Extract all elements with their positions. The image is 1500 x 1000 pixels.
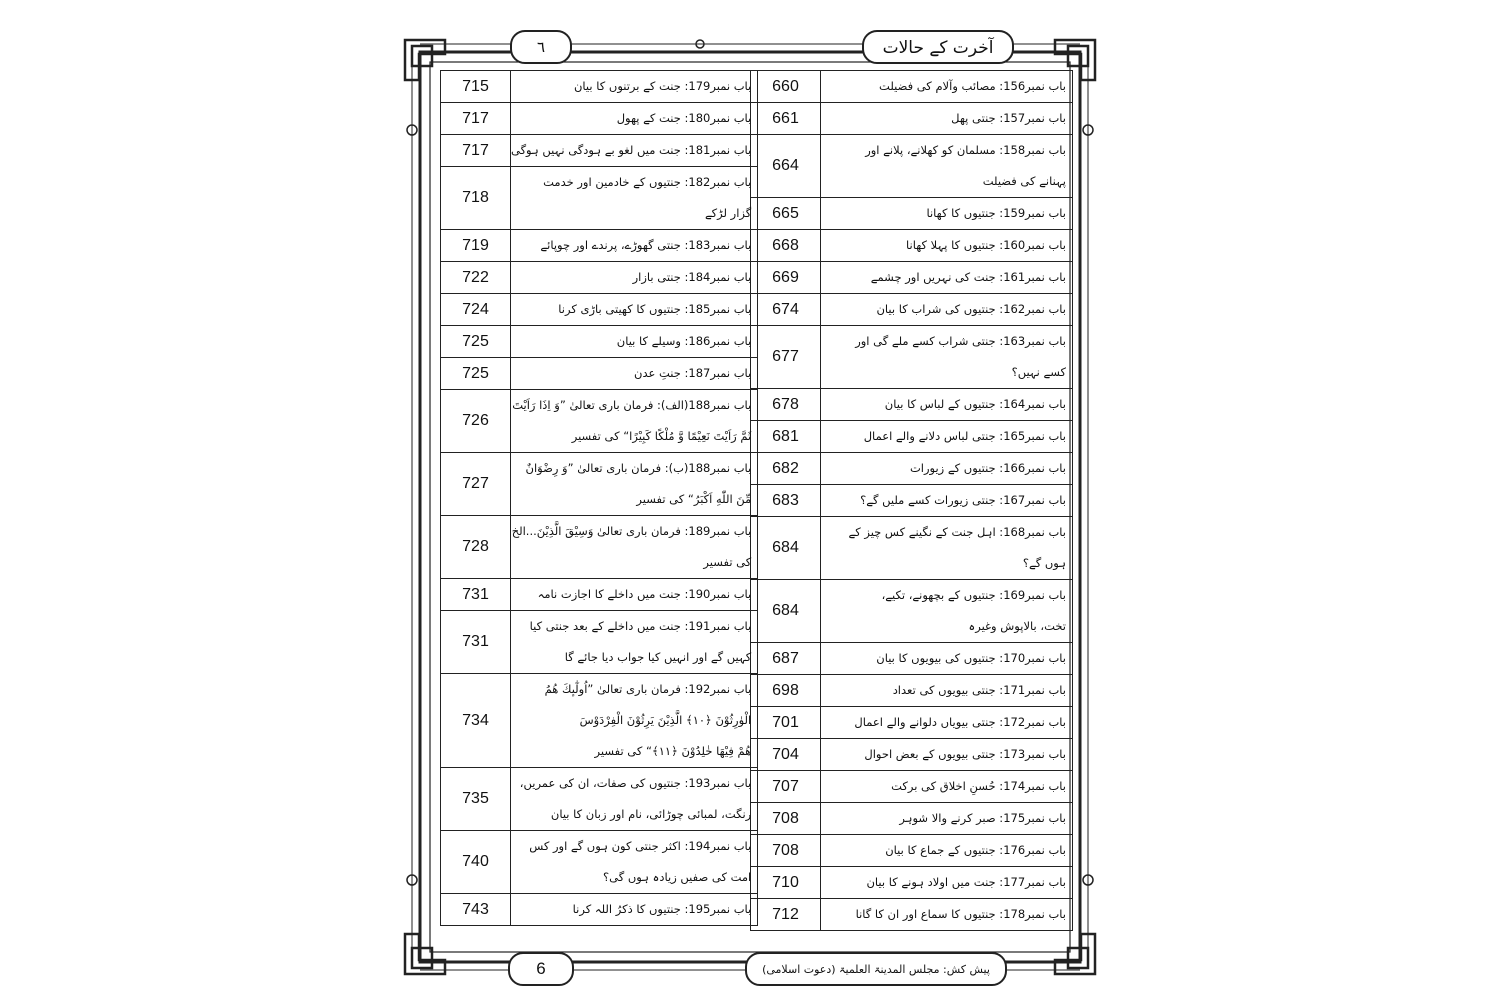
chapter-title: [821, 453, 1073, 485]
chapter-title: [821, 230, 1073, 262]
chapter-title: [821, 707, 1073, 739]
chapter-title: [511, 71, 758, 103]
table-row: [751, 643, 1073, 675]
page-number: 665: [751, 198, 821, 230]
chapter-title-line: باب نمبر157: جنتی پھل: [951, 111, 1066, 125]
page-number: 687: [751, 643, 821, 675]
chapter-title-line: ثَمَّ رَاَیْتَ نَعِیْمًا وَّ مُلْكًا كَبِیْرًا“ کی تفسیر: [571, 429, 752, 443]
table-row: [751, 485, 1073, 517]
table-row: [751, 103, 1073, 135]
page-number: 717: [441, 135, 511, 167]
chapter-title-line: باب نمبر161: جنت کی نہریں اور چشمے: [870, 270, 1066, 284]
table-row: [751, 899, 1073, 931]
chapter-title-line: باب نمبر174: حُسنِ اخلاق کی برکت: [891, 779, 1066, 793]
chapter-title-line: باب نمبر195: جنتیوں کا ذکرُ اللہ کرنا: [572, 902, 752, 916]
page-number: 677: [751, 326, 821, 389]
chapter-title-line: باب نمبر159: جنتیوں کا کھانا: [926, 206, 1066, 220]
chapter-title: [821, 580, 1073, 643]
page-number: 728: [441, 516, 511, 579]
chapter-title-line: رنگت، لمبائی چوڑائی، نام اور زبان کا بیان: [550, 807, 752, 821]
chapter-title-line: کی تفسیر: [703, 555, 752, 569]
page-number: 683: [751, 485, 821, 517]
page-number: 715: [441, 71, 511, 103]
chapter-title-line: باب نمبر164: جنتیوں کے لباس کا بیان: [884, 397, 1066, 411]
table-row: [751, 675, 1073, 707]
chapter-title: [821, 71, 1073, 103]
chapter-title-line: باب نمبر193: جنتیوں کی صفات، ان کی عمریں،: [519, 776, 752, 790]
chapter-title: [821, 485, 1073, 517]
table-row: [441, 135, 758, 167]
page-number: 668: [751, 230, 821, 262]
page-number-arabic: ٦: [510, 30, 572, 64]
chapter-title: [511, 831, 758, 894]
chapter-title-line: باب نمبر166: جنتیوں کے زیورات: [909, 461, 1066, 475]
chapter-title: [821, 517, 1073, 580]
page-number: 707: [751, 771, 821, 803]
chapter-title: [821, 643, 1073, 675]
chapter-title: [821, 867, 1073, 899]
page-number: 660: [751, 71, 821, 103]
chapter-title-line: باب نمبر163: جنتی شراب کسے ملے گی اور: [855, 334, 1066, 348]
chapter-title-line: باب نمبر191: جنت میں داخلے کے بعد جنتی کیا: [529, 619, 752, 633]
chapter-title-line: گزار لڑکے: [704, 206, 752, 220]
chapter-title-line: باب نمبر158: مسلمان کو کھلانے، پلانے اور: [865, 143, 1066, 157]
page-number: 684: [751, 517, 821, 580]
page-number: 674: [751, 294, 821, 326]
chapter-title: [511, 611, 758, 674]
chapter-title-line: باب نمبر170: جنتیوں کی بیویوں کا بیان: [876, 651, 1066, 665]
table-row: [441, 894, 758, 926]
page-number: 684: [751, 580, 821, 643]
table-row: [751, 230, 1073, 262]
table-row: [441, 516, 758, 579]
chapter-title-line: باب نمبر187: جنتِ عدن: [634, 366, 752, 380]
chapter-title-line: الْوٰرِثُوْنَ ﴿۱۰﴾ الَّذِیْنَ یَرِثُوْنَ الْفِرْدَوْسَ: [579, 713, 752, 727]
chapter-title: [821, 135, 1073, 198]
table-row: [751, 803, 1073, 835]
page-number: 740: [441, 831, 511, 894]
chapter-title-line: باب نمبر185: جنتیوں کا کھیتی باڑی کرنا: [558, 302, 752, 316]
chapter-title-line: باب نمبر168: اہل جنت کے نگینے کس چیز کے: [848, 525, 1066, 539]
table-row: [441, 230, 758, 262]
table-row: [441, 358, 758, 390]
chapter-title: [821, 739, 1073, 771]
chapter-title: [821, 835, 1073, 867]
page-number: 664: [751, 135, 821, 198]
chapter-title-line: باب نمبر182: جنتیوں کے خادمین اور خدمت: [543, 175, 752, 189]
page-number: 717: [441, 103, 511, 135]
chapter-title-line: باب نمبر173: جنتی بیویوں کے بعض احوال: [864, 747, 1066, 761]
chapter-title: [821, 389, 1073, 421]
chapter-title: [511, 294, 758, 326]
table-row: [441, 294, 758, 326]
chapter-title-line: تخت، بالاپوش وغیرہ: [968, 619, 1066, 633]
chapter-title: [821, 294, 1073, 326]
table-row: [751, 835, 1073, 867]
table-row: [751, 135, 1073, 198]
chapter-title-line: باب نمبر183: جنتی گھوڑے، پرندے اور چوپائے: [540, 238, 752, 252]
chapter-title-line: باب نمبر156: مصائب وآلام کی فضیلت: [879, 79, 1066, 93]
chapter-title: [511, 579, 758, 611]
chapter-title-line: هُمْ فِیْهَا خٰلِدُوْنَ ﴿۱۱﴾“ کی تفسیر: [594, 744, 752, 758]
chapter-title: [821, 198, 1073, 230]
page-number: 708: [751, 835, 821, 867]
chapter-title-line: باب نمبر172: جنتی بیویاں دلوانے والے اعمال: [854, 715, 1066, 729]
chapter-title: [511, 453, 758, 516]
chapter-title-line: باب نمبر179: جنت کے برتنوں کا بیان: [573, 79, 752, 93]
table-row: [751, 739, 1073, 771]
chapter-title-line: باب نمبر165: جنتی لباس دلانے والے اعمال: [863, 429, 1066, 443]
table-row: [751, 707, 1073, 739]
table-row: [751, 294, 1073, 326]
chapter-title-line: باب نمبر176: جنتیوں کے جماع کا بیان: [885, 843, 1066, 857]
chapter-title-line: پہنانے کی فضیلت: [982, 174, 1066, 188]
page-number: 669: [751, 262, 821, 294]
page-number: 6: [508, 952, 574, 986]
page-number: 743: [441, 894, 511, 926]
chapter-title: [821, 262, 1073, 294]
chapter-title: [511, 103, 758, 135]
table-row: [751, 771, 1073, 803]
chapter-title-line: باب نمبر162: جنتیوں کی شراب کا بیان: [876, 302, 1066, 316]
chapter-title-line: باب نمبر167: جنتی زیورات کسے ملیں گے؟: [860, 493, 1066, 507]
chapter-title: [821, 803, 1073, 835]
chapter-title: [511, 390, 758, 453]
table-row: [751, 580, 1073, 643]
chapter-title: [821, 675, 1073, 707]
chapter-title: [821, 103, 1073, 135]
chapter-title-line: امت کی صفیں زیادہ ہوں گی؟: [603, 870, 752, 884]
table-row: [751, 867, 1073, 899]
table-row: [751, 198, 1073, 230]
publisher-footer: پیش کش: مجلس المدینۃ العلمیۃ (دعوت اسلامی): [745, 952, 1007, 986]
toc-left-table-container: [440, 70, 758, 926]
page-number: 722: [441, 262, 511, 294]
chapter-title: [511, 674, 758, 768]
table-row: [751, 389, 1073, 421]
toc-right-table-container: [750, 70, 1073, 931]
page-number: 712: [751, 899, 821, 931]
table-row: [751, 517, 1073, 580]
toc-table: [750, 70, 1073, 931]
page-number: 725: [441, 326, 511, 358]
table-row: [751, 453, 1073, 485]
page-number: 724: [441, 294, 511, 326]
table-row: [441, 71, 758, 103]
chapter-title: [821, 899, 1073, 931]
chapter-title-line: باب نمبر190: جنت میں داخلے کا اجازت نامہ: [537, 587, 752, 601]
chapter-title: [511, 230, 758, 262]
page-number: 682: [751, 453, 821, 485]
page-number: 661: [751, 103, 821, 135]
chapter-title: [821, 421, 1073, 453]
chapter-title-line: کہیں گے اور انہیں کیا جواب دیا جائے گا: [564, 650, 752, 664]
chapter-title: [511, 768, 758, 831]
page-number: 701: [751, 707, 821, 739]
chapter-title-line: ہوں گے؟: [1022, 556, 1066, 570]
chapter-title: [511, 135, 758, 167]
page-number: 718: [441, 167, 511, 230]
table-row: [441, 326, 758, 358]
chapter-title: [821, 326, 1073, 389]
chapter-title-line: باب نمبر178: جنتیوں کا سماع اور ان کا گانا: [855, 907, 1066, 921]
chapter-title-line: باب نمبر177: جنت میں اولاد ہونے کا بیان: [866, 875, 1066, 889]
table-row: [441, 611, 758, 674]
chapter-title-line: باب نمبر188(الف): فرمان باری تعالیٰ ”وَ اِذَا رَاَیْتَ: [512, 398, 752, 412]
table-row: [751, 326, 1073, 389]
chapter-title: [511, 516, 758, 579]
page-number: 678: [751, 389, 821, 421]
table-row: [441, 831, 758, 894]
table-row: [441, 167, 758, 230]
chapter-title: [511, 262, 758, 294]
table-row: [441, 262, 758, 294]
chapter-title-line: باب نمبر160: جنتیوں کا پہلا کھانا: [906, 238, 1066, 252]
chapter-title: [821, 771, 1073, 803]
chapter-title-line: باب نمبر184: جنتی بازار: [632, 270, 752, 284]
table-row: [441, 453, 758, 516]
page-number: 704: [751, 739, 821, 771]
page-number: 727: [441, 453, 511, 516]
page-number: 735: [441, 768, 511, 831]
page-number: 710: [751, 867, 821, 899]
page-number: 681: [751, 421, 821, 453]
chapter-title-line: باب نمبر169: جنتیوں کے بچھونے، تکیے،: [881, 588, 1066, 602]
table-row: [441, 579, 758, 611]
table-row: [751, 71, 1073, 103]
table-row: [441, 103, 758, 135]
page-number: 708: [751, 803, 821, 835]
table-row: [441, 390, 758, 453]
chapter-title-line: باب نمبر181: جنت میں لغو بے ہودگی نہیں ہوگی: [511, 143, 752, 157]
chapter-title-line: باب نمبر171: جنتی بیویوں کی تعداد: [892, 683, 1066, 697]
chapter-title-line: باب نمبر180: جنت کے پھول: [616, 111, 752, 125]
page-number: 719: [441, 230, 511, 262]
chapter-title-line: کسے نہیں؟: [1011, 365, 1066, 379]
chapter-title-line: باب نمبر189: فرمان باری تعالیٰ وَسِیْقَ الَّذِیْنَ...الخ: [511, 524, 752, 538]
page-number: 725: [441, 358, 511, 390]
toc-table: [440, 70, 758, 926]
chapter-title: [511, 894, 758, 926]
chapter-title: [511, 167, 758, 230]
page-number: 726: [441, 390, 511, 453]
table-row: [441, 768, 758, 831]
chapter-title-line: باب نمبر175: صبر کرنے والا شوہر: [899, 811, 1066, 825]
chapter-title: [511, 326, 758, 358]
table-row: [751, 262, 1073, 294]
book-title: آخرت کے حالات: [862, 30, 1014, 64]
page-number: 734: [441, 674, 511, 768]
chapter-title-line: باب نمبر192: فرمان باری تعالیٰ ”اُولٰٓىٕكَ هُمُ: [544, 682, 752, 696]
page-number: 698: [751, 675, 821, 707]
page-number: 731: [441, 579, 511, 611]
chapter-title-line: باب نمبر186: وسیلے کا بیان: [616, 334, 752, 348]
chapter-title-line: مِّنَ اللّٰهِ اَكْبَرُ“ کی تفسیر: [636, 492, 752, 506]
table-row: [441, 674, 758, 768]
chapter-title-line: باب نمبر194: اکثر جنتی کون ہوں گے اور کس: [529, 839, 752, 853]
page-number: 731: [441, 611, 511, 674]
chapter-title-line: باب نمبر188(ب): فرمان باری تعالیٰ ”وَ رِضْوَانٌ: [525, 461, 752, 475]
chapter-title: [511, 358, 758, 390]
table-row: [751, 421, 1073, 453]
